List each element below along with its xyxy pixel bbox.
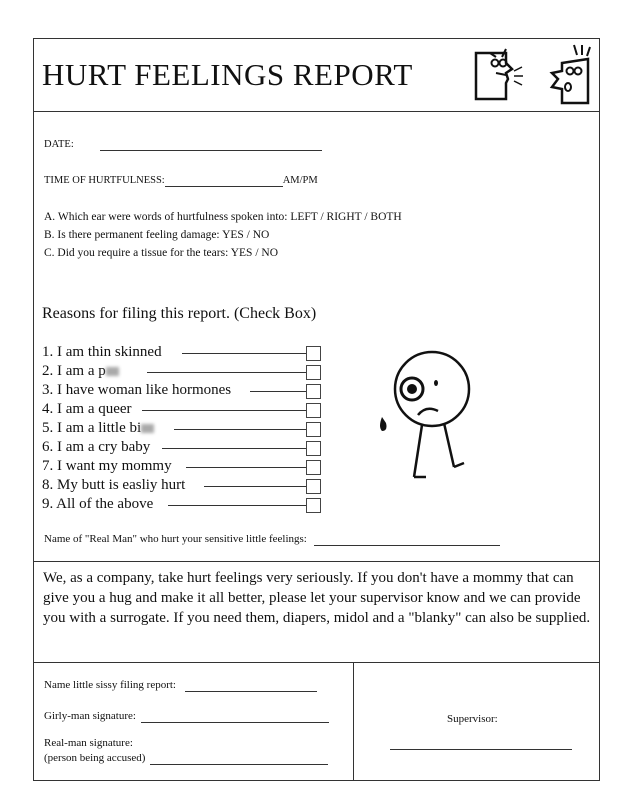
crying-stick-figure-icon (372, 345, 482, 485)
reason-item: 8. My butt is easliy hurt (42, 477, 186, 493)
reason-item: 9. All of the above (42, 496, 154, 512)
time-row (44, 175, 318, 187)
reason-leader-line (168, 505, 306, 506)
section-divider (34, 561, 599, 562)
sig-real-row (44, 752, 328, 765)
supervisor-signature-field[interactable] (390, 749, 572, 750)
censored-word (106, 367, 119, 376)
question-a: A. Which ear were words of hurtfulness spoken into: LEFT / RIGHT / BOTH (44, 211, 402, 223)
reason-item: 2. I am a p (42, 362, 119, 380)
question-b: B. Is there permanent feeling damage: YES / NO (44, 229, 270, 241)
reason-item: 7. I want my mommy (42, 458, 172, 474)
page-title: HURT FEELINGS REPORT (42, 57, 413, 92)
real-man-label: Name of "Real Man" who hurt your sensitive little feelings: (44, 533, 307, 545)
header-divider (34, 111, 599, 112)
reason-leader-line (147, 372, 306, 373)
ampm-label: AM/PM (282, 175, 318, 186)
question-c: C. Did you require a tissue for the tears: YES / NO (44, 247, 278, 259)
reason-leader-line (204, 486, 306, 487)
sig-girly-label: Girly-man signature: (44, 710, 136, 722)
sig-name-row (44, 679, 317, 692)
sig-name-label: Name little sissy filing report: (44, 679, 176, 691)
reason-leader-line (174, 429, 306, 430)
reason-checkbox[interactable] (306, 365, 321, 380)
date-field[interactable] (100, 139, 322, 151)
reason-leader-line (162, 448, 306, 449)
sig-real-field[interactable] (150, 752, 328, 765)
reason-item: 6. I am a cry baby (42, 439, 151, 455)
censored-word (141, 424, 154, 433)
reason-checkbox[interactable] (306, 422, 321, 437)
reason-leader-line (250, 391, 306, 392)
reason-checkbox[interactable] (306, 403, 321, 418)
reason-item: 4. I am a queer (42, 401, 132, 417)
sig-name-field[interactable] (185, 679, 317, 692)
real-man-row (44, 533, 500, 546)
reason-leader-line (182, 353, 306, 354)
reason-checkbox[interactable] (306, 441, 321, 456)
time-field[interactable] (165, 175, 283, 187)
reason-item: 5. I am a little bi (42, 419, 154, 437)
supervisor-label: Supervisor: (447, 713, 498, 725)
reason-item: 1. I am thin skinned (42, 344, 162, 360)
company-paragraph: We, as a company, take hurt feelings very seriously. If you don't have a mommy that can give you a hug and make it all better, please let your supervisor know and we can provide you with a surrogate. If you need them, diapers, midol and a "blanky" can also be supplied. (43, 570, 591, 626)
reason-checkbox[interactable] (306, 479, 321, 494)
real-man-field[interactable] (314, 533, 500, 546)
hurt-feelings-form (33, 38, 600, 781)
reason-checkbox[interactable] (306, 460, 321, 475)
signature-column-divider (353, 662, 354, 780)
reason-checkbox[interactable] (306, 384, 321, 399)
time-label: TIME OF HURTFULNESS: (44, 175, 165, 186)
reason-leader-line (186, 467, 306, 468)
sig-girly-field[interactable] (141, 710, 329, 723)
angry-shouting-face-icon (466, 43, 528, 105)
reason-leader-line (142, 410, 306, 411)
reason-checkbox[interactable] (306, 346, 321, 361)
sig-real-label-line1: Real-man signature: (44, 737, 133, 749)
reason-item: 3. I have woman like hormones (42, 382, 232, 398)
reasons-title: Reasons for filing this report. (Check Box) (42, 305, 317, 322)
surprised-face-icon (540, 43, 598, 109)
signature-divider (34, 662, 599, 663)
date-label: DATE: (44, 139, 74, 150)
reason-checkbox[interactable] (306, 498, 321, 513)
sig-girly-row (44, 710, 329, 723)
date-row (44, 139, 322, 151)
sig-real-label-line2: (person being accused) (44, 752, 146, 764)
